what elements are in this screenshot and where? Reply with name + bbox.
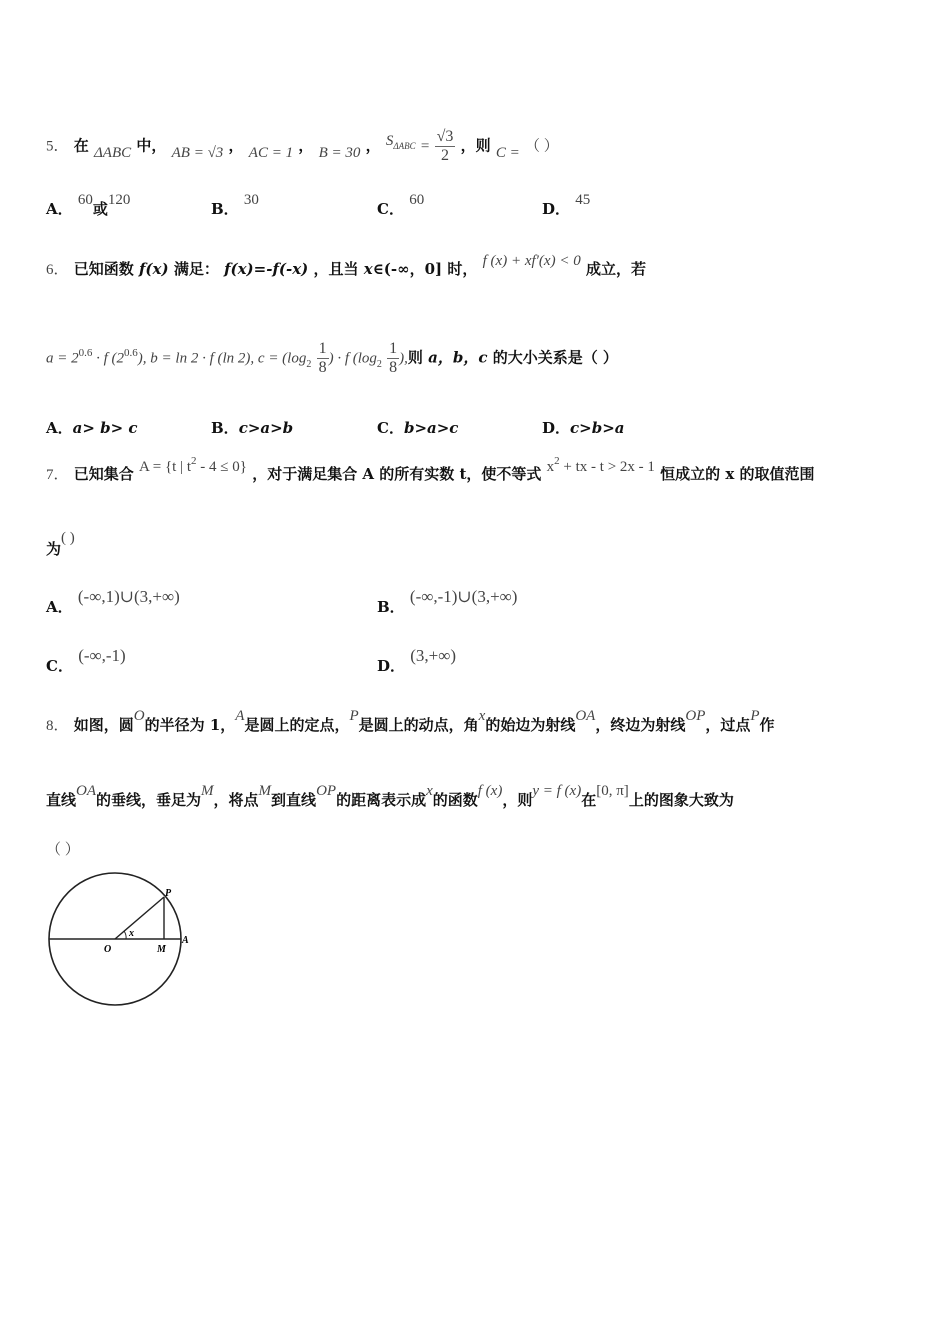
q7-line-2 — [46, 530, 75, 559]
q5-paren: （ ） — [524, 138, 559, 155]
q8-line-2: 直线OA的垂线，垂足为M，将点M到直线OP的距离表示成x的函数f (x)，则y = f (x)在[0, π]上的图象大致为 — [46, 783, 734, 809]
q6-option-b[interactable]: B．c>a>b — [211, 419, 294, 437]
q5-option-c[interactable]: C． 60 — [377, 192, 425, 218]
q5-text: ，则 — [460, 136, 491, 155]
q6-in: ∈ — [372, 260, 384, 278]
label-a: A — [182, 935, 189, 946]
q6-odd-condition: f(x)=-f(-x) — [224, 260, 309, 278]
label-x: x — [129, 928, 134, 939]
q6-x: x — [363, 260, 373, 278]
angle-arc — [124, 931, 126, 939]
q5-b: B = 30 — [318, 144, 361, 161]
q7-text: 为 — [46, 540, 62, 558]
q8-paren: （ ） — [46, 842, 80, 858]
q6-inequality: f (x) + xf′(x) < 0 — [482, 253, 581, 269]
q7-option-c[interactable]: C． (-∞,-1) — [46, 646, 126, 675]
q5-text: 中， — [136, 136, 167, 155]
q7-option-a[interactable]: A． (-∞,1)∪(3,+∞) — [46, 587, 180, 616]
q5-triangle: ΔABC — [94, 144, 132, 161]
q7-option-d[interactable]: D． (3,+∞) — [377, 646, 457, 675]
q8-circle-figure — [40, 865, 200, 1015]
q6-text: 满足： — [173, 260, 219, 278]
q5-option-d[interactable]: D． 45 — [542, 192, 591, 218]
label-o: O — [104, 944, 112, 955]
q6-text: 已知函数 — [73, 260, 139, 278]
q7-option-b[interactable]: B． (-∞,-1)∪(3,+∞) — [377, 587, 518, 616]
q7-inequality: $x^2$ + tx - t > 2x - 1 — [546, 455, 655, 475]
label-m: M — [157, 944, 166, 955]
q6-option-d[interactable]: D．c>b>a — [542, 419, 625, 437]
q5-ac: AC = 1 — [248, 144, 294, 161]
q6-option-c[interactable]: C．b>a>c — [377, 419, 459, 437]
q5-eq: = — [420, 138, 430, 155]
q5-sep: ， — [365, 136, 381, 155]
q6-fraction-2: $\frac{1}{8}$ — [389, 340, 398, 376]
q6-interval: (-∞，0] — [383, 260, 443, 278]
q7-number: 7． — [46, 467, 69, 483]
q5-number: 5． — [46, 138, 69, 155]
q5-line — [46, 128, 559, 165]
q7-line — [46, 455, 815, 484]
q6-text: 则 — [407, 348, 429, 367]
q5-area-fraction: $\frac{√3}{2}$ — [436, 128, 454, 164]
q5-option-a[interactable]: A． 60或120 — [46, 192, 131, 218]
q5-ab: AB = √3 — [171, 144, 224, 161]
q5-sep: ， — [228, 136, 244, 155]
label-p: P — [165, 888, 172, 899]
q8-number: 8． — [46, 718, 69, 734]
q6-text: 成立，若 — [585, 260, 646, 278]
q7-text: 恒成立的 x 的取值范围 — [660, 465, 815, 483]
q6-abc: a，b，c — [428, 348, 488, 367]
q7-set: A = {t | $t^2 - 4 \le 0$} — [139, 455, 247, 475]
q7-paren: ( ) — [61, 530, 75, 546]
radius-op — [115, 897, 164, 939]
q5-c: C = — [495, 144, 520, 161]
q5-text: 在 — [73, 136, 89, 155]
q6-number: 6． — [46, 262, 69, 278]
q6-line — [46, 253, 646, 279]
q5-area: $S_{\Delta ABC}$ — [385, 132, 416, 151]
q6-text: ，且当 — [313, 260, 364, 278]
q6-option-a[interactable]: A．a> b> c — [46, 419, 138, 437]
q6-definitions: $a = 2^{0.6} \cdot f$ $(2^{0.6})$, b = ln 2 · f (ln 2), $c = (\log_2$ $\frac{1}{8}$ ) · f ($\log_2$ $\frac{1}{8}$ ),则 a，b，c 的大小关系是（ ） — [46, 340, 618, 376]
q7-text: ，对于满足集合 A 的所有实数 t，使不等式 — [252, 465, 542, 483]
q5-option-b[interactable]: B． 30 — [211, 192, 259, 218]
q6-text: 时， — [447, 260, 478, 278]
q5-sep: ， — [298, 136, 314, 155]
q6-text: 的大小关系是（ ） — [487, 348, 618, 367]
q6-fx: f(x) — [138, 260, 169, 278]
q6-fraction-1: $\frac{1}{8}$ — [318, 340, 327, 376]
q7-text: 已知集合 — [73, 465, 134, 483]
q8-line-1: 8． 如图，圆O的半径为 1，A是圆上的定点，P是圆上的动点，角x的始边为射线OA，终边为射线OP，过点P作 — [46, 708, 775, 734]
